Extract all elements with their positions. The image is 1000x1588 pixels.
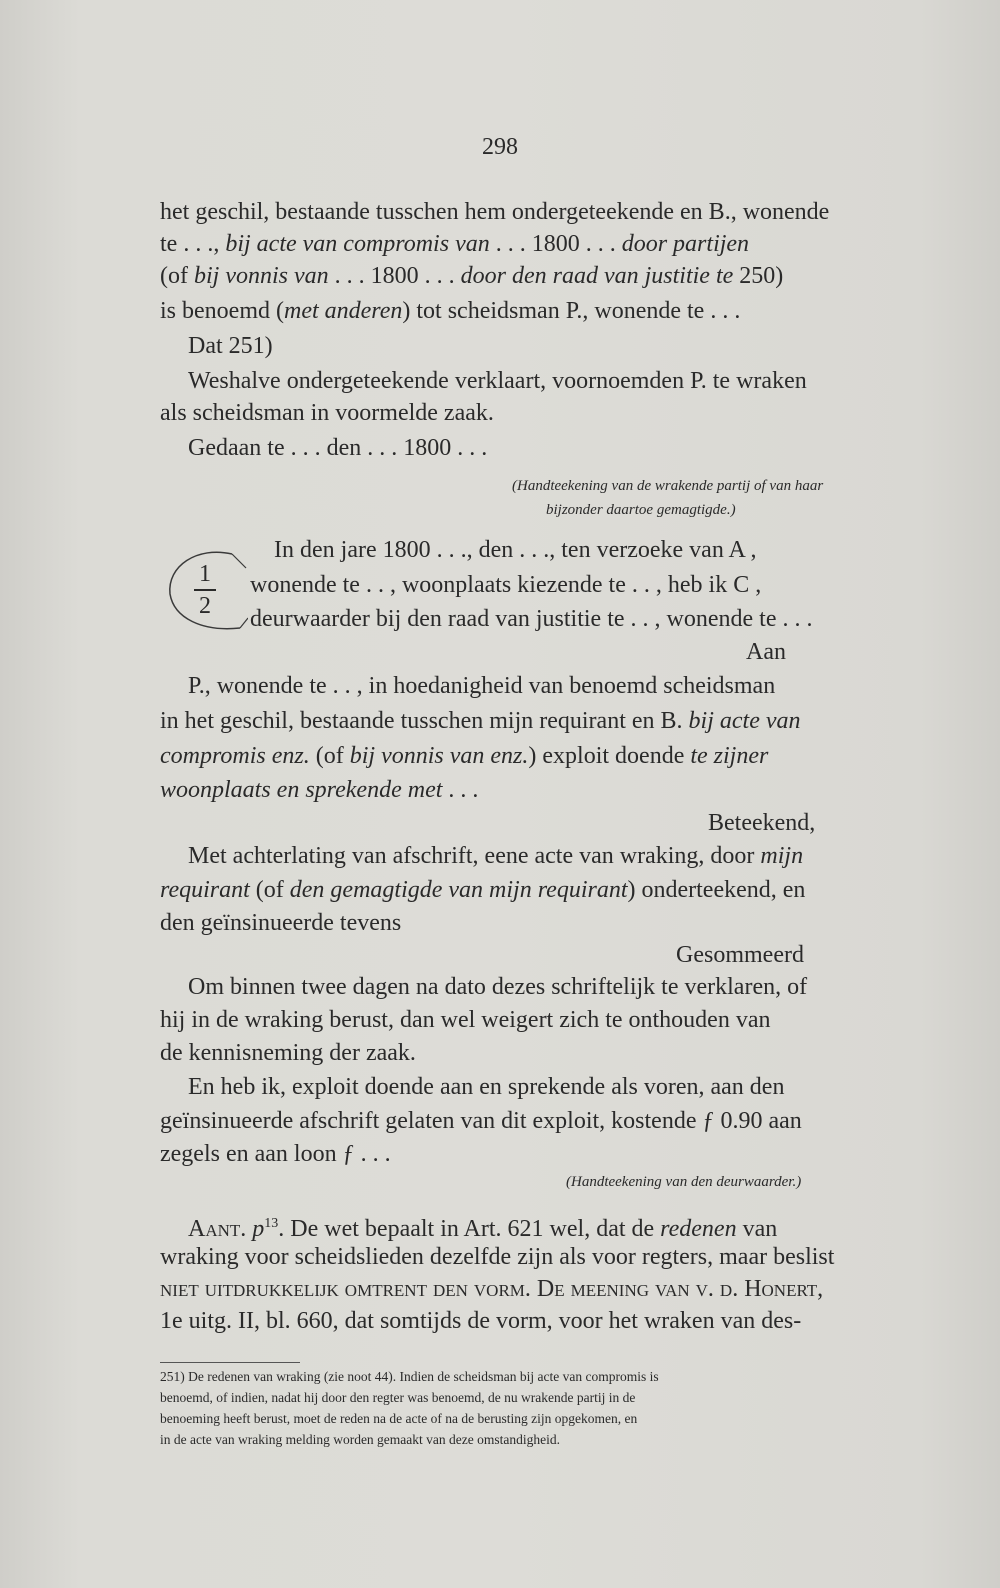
fraction-denominator: 2 [199, 592, 211, 619]
footnote-line: 251) De redenen van wraking (zie noot 44). Indien de scheidsman bij acte van compromis is [160, 1369, 659, 1384]
text-span: P., wonende te . . , in hoedanigheid van benoemd scheidsman [188, 673, 776, 699]
text-span: Beteekend, [708, 810, 816, 836]
text-line [160, 1005, 771, 1035]
text-line [160, 1139, 391, 1169]
text-line [160, 1106, 802, 1136]
italic-span: redenen [660, 1216, 737, 1242]
text-span: bijzonder daartoe gemagtigde.) [546, 502, 736, 518]
text-span: wonende te . . , woonplaats kiezende te . . , heb ik C , [250, 572, 762, 598]
text-line [250, 604, 812, 634]
text-span: deurwaarder bij den raad van justitie te . . , wonende te . . . [250, 606, 813, 632]
text-span: de kennisneming der zaak. [160, 1040, 416, 1066]
text-line [188, 1072, 784, 1102]
text-span: als scheidsman in voormelde zaak. [160, 400, 494, 426]
text-span: Aan [746, 639, 786, 665]
text-span: Dat 251) [188, 333, 273, 359]
italic-span: woonplaats en sprekende met [160, 777, 443, 803]
text-span: geïnsinueerde afschrift gelaten van dit exploit, kostende ƒ 0.90 aan [160, 1108, 802, 1134]
italic-span: mijn [760, 843, 804, 869]
text-span: (of [160, 263, 194, 289]
text-line [160, 1306, 801, 1336]
italic-span: p [246, 1216, 265, 1242]
text-line [160, 296, 740, 326]
text-span: (of [249, 877, 290, 903]
signature-note [546, 500, 736, 520]
text-line [676, 940, 804, 970]
text-span: . . . 1800 . . . [489, 231, 622, 257]
small-caps-span: Aant. [188, 1216, 247, 1242]
italic-span: requirant [160, 877, 250, 903]
text-span: 250) [733, 263, 784, 289]
italic-span: met anderen [283, 298, 403, 324]
footnote-line: in de acte van wraking melding worden gemaakt van deze omstandigheid. [160, 1432, 560, 1447]
text-span: ) onderteekend, en [627, 877, 806, 903]
text-span: (of [309, 743, 350, 769]
italic-span: te zijner [690, 743, 769, 769]
text-line [708, 808, 815, 838]
footnote-divider [160, 1362, 300, 1363]
text-line [160, 706, 801, 736]
text-span: in het geschil, bestaande tusschen mijn requirant en B. [160, 708, 689, 734]
fraction-bar [194, 589, 216, 591]
text-span: . De wet bepaalt in Art. 621 wel, dat de [278, 1216, 661, 1242]
italic-span: door den raad van justitie te [460, 263, 734, 289]
text-line [160, 1242, 834, 1272]
italic-span: bij vonnis van enz. [349, 743, 529, 769]
text-span: van [736, 1216, 778, 1242]
text-span: het geschil, bestaande tusschen hem ondergeteekende en B., wonende [160, 199, 830, 225]
text-span: In den jare 1800 . . ., den . . ., ten verzoeke van A , [274, 537, 757, 563]
text-span: is benoemd ( [160, 298, 284, 324]
text-line [160, 197, 829, 227]
text-span: Gedaan te . . . den . . . 1800 . . . [188, 435, 488, 461]
text-span: Om binnen twee dagen na dato dezes schriftelijk te verklaren, of [188, 974, 808, 1000]
text-span: . . . [442, 777, 479, 803]
footnote-line: benoeming heeft berust, moet de reden na de acte of na de berusting zijn opgekomen, en [160, 1411, 638, 1426]
text-span: hij in de wraking berust, dan wel weigert zich te onthouden van [160, 1007, 771, 1033]
text-line [160, 875, 805, 905]
italic-span: bij acte van compromis van [225, 231, 490, 257]
text-line [250, 570, 761, 600]
fraction-numerator: 1 [199, 561, 211, 587]
text-line [188, 972, 807, 1002]
signature-note [512, 476, 823, 496]
text-span: Gesommeerd [676, 942, 804, 968]
text-line [188, 331, 273, 361]
text-span: Weshalve ondergeteekende verklaart, voornoemden P. te wraken [188, 368, 807, 394]
text-line [188, 671, 775, 701]
signature-note [566, 1172, 801, 1192]
text-line [188, 1209, 777, 1244]
text-line [188, 841, 803, 871]
italic-span: den gemagtigde van mijn requirant [289, 877, 628, 903]
text-span: te . . ., [160, 231, 226, 257]
text-span: zegels en aan loon ƒ . . . [160, 1141, 391, 1167]
text-line [160, 261, 783, 291]
page-number: 298 [482, 134, 518, 160]
italic-span: door partijen [621, 231, 750, 257]
text-span: 1e uitg. II, bl. 660, dat somtijds de vorm, voor het wraken van des- [160, 1308, 802, 1334]
text-line [160, 1274, 823, 1304]
text-span: ) exploit doende [528, 743, 691, 769]
text-span: . . . 1800 . . . [328, 263, 461, 289]
fraction-badge [180, 560, 230, 620]
text-line [160, 229, 749, 259]
italic-span: bij vonnis van [193, 263, 329, 289]
text-line [160, 908, 401, 938]
text-line [160, 741, 768, 771]
text-line [160, 398, 494, 428]
text-span: En heb ik, exploit doende aan en sprekende als voren, aan den [188, 1074, 785, 1100]
text-span: (Handteekening van de wrakende partij of van haar [512, 478, 824, 494]
text-span: Met achterlating van afschrift, eene acte van wraking, door [188, 843, 761, 869]
text-line [274, 535, 757, 565]
text-line [188, 366, 807, 396]
text-span: (Handteekening van den deurwaarder.) [566, 1174, 802, 1190]
text-span: den geïnsinueerde tevens [160, 910, 402, 936]
superscript: 13 [264, 1216, 279, 1231]
text-span: ) tot scheidsman P., wonende te . . . [402, 298, 741, 324]
footnote [160, 1366, 900, 1450]
italic-span: compromis enz. [160, 743, 310, 769]
text-line [188, 433, 487, 463]
text-span: wraking voor scheidslieden dezelfde zijn als voor regters, maar beslist [160, 1244, 835, 1270]
text-line [746, 637, 786, 667]
footnote-line: benoemd, of indien, nadat hij door den regter was benoemd, de nu wrakende partij in de [160, 1390, 636, 1405]
text-span: niet uitdrukkelijk omtrent den vorm. De meening van v. d. Honert, [160, 1276, 824, 1302]
italic-span: bij acte van [688, 708, 801, 734]
text-line [160, 1038, 416, 1068]
text-line [160, 775, 478, 805]
